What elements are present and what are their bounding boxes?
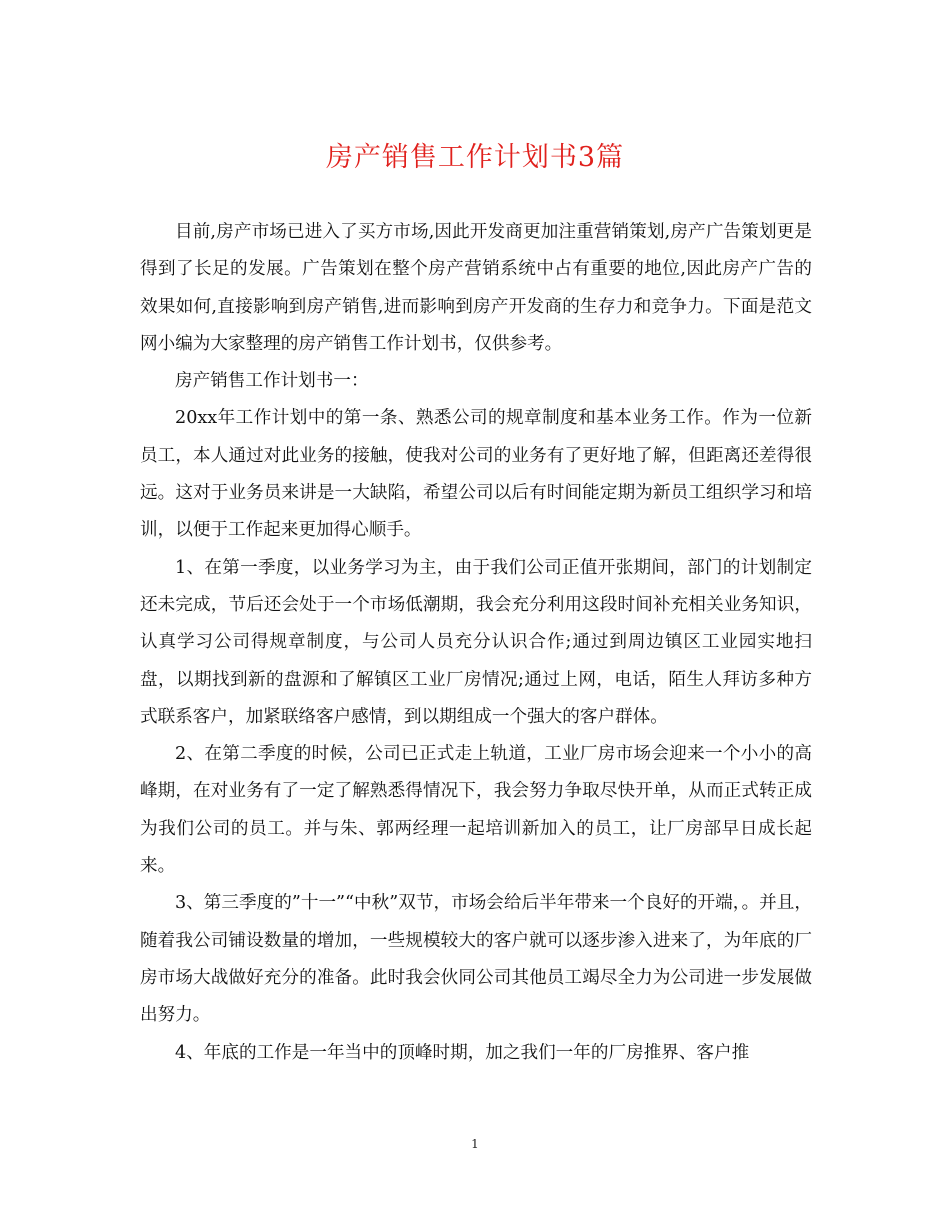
paragraph-intro: 目前,房产市场已进入了买方市场,因此开发商更加注重营销策划,房产广告策划更是得到了长足的发展。广告策划在整个房产营销系统中占有重要的地位,因此房产广告的效果如何,直接影响到房产销售,进而影响到房产开发商的生存力和竞争力。下面是范文网小编为大家整理的房产销售工作计划书，仅供参考。 <box>140 222 812 354</box>
paragraph-plan-first: 20xx年工作计划中的第一条、熟悉公司的规章制度和基本业务工作。作为一位新员工，本人通过对此业务的接触，使我对公司的业务有了更好地了解，但距离还差得很远。这对于业务员来讲是一大缺陷，希望公司以后有时间能定期为新员工组织学习和培训，以便于工作起来更加得心顺手。 <box>140 408 812 541</box>
paragraph-quarter-1: 1、在第一季度，以业务学习为主，由于我们公司正值开张期间，部门的计划制定还未完成，节后还会处于一个市场低潮期，我会充分利用这段时间补充相关业务知识，认真学习公司得规章制度，与公司人员充分认识合作;通过到周边镇区工业园实地扫盘，以期找到新的盘源和了解镇区工业厂房情况;通过上网，电话，陌生人拜访多种方式联系客户，加紧联络客户感情，到以期组成一个强大的客户群体。 <box>140 557 812 727</box>
paragraph-year-end: 4、年底的工作是一年当中的顶峰时期，加之我们一年的厂房推界、客户推 <box>175 1042 750 1063</box>
paragraph-quarter-2: 2、在第二季度的时候，公司已正式走上轨道，工业厂房市场会迎来一个小小的高峰期，在对业务有了一定了解熟悉得情况下，我会努力争取尽快开单，从而正式转正成为我们公司的员工。并与朱、郭两经理一起培训新加入的员工，让厂房部早日成长起来。 <box>140 744 812 877</box>
paragraph-quarter-3: 3、第三季度的”十一”“中秋”双节，市场会给后半年带来一个良好的开端，。并且，随着我公司铺设数量的增加，一些规模较大的客户就可以逐步渗入进来了，为年底的厂房市场大战做好充分的准备。此时我会伙同公司其他员工竭尽全力为公司进一步发展做出努力。 <box>140 893 812 1026</box>
paragraph-section-heading: 房产销售工作计划书一： <box>175 371 369 392</box>
document-title: 房产销售工作计划书3篇 <box>325 142 625 173</box>
page-number: 1 <box>471 1137 479 1151</box>
document-body <box>140 214 812 1072</box>
